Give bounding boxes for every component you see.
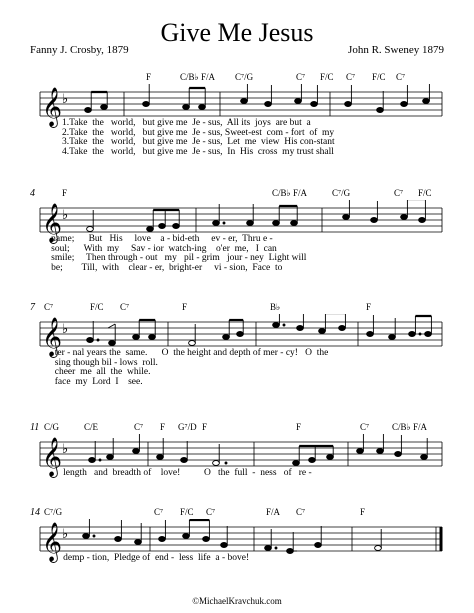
chord-symbol: C⁷ [360, 422, 370, 432]
measure-number: 4 [30, 188, 35, 199]
chord-symbol: C/B♭ F/A [392, 422, 428, 432]
chord-symbol: F [62, 188, 68, 198]
chord-symbol: C⁷ [44, 302, 54, 312]
treble-clef-icon: 𝄞 [42, 87, 63, 127]
music-system-4 [0, 420, 474, 500]
lyric-line: 1.Take the world, but give me Je - sus, All its joys are but a [62, 118, 311, 128]
chord-symbol: C/B♭ F/A [180, 72, 216, 82]
chord-symbol: F [366, 302, 372, 312]
treble-clef-icon: 𝄞 [42, 522, 63, 562]
chord-symbol: F [160, 422, 166, 432]
treble-clef-icon: 𝄞 [42, 203, 63, 243]
flat-key-icon: ♭ [62, 527, 69, 542]
chord-symbol: C⁷ [296, 72, 306, 82]
chord-symbol: C/B♭ F/A [272, 188, 308, 198]
chord-symbol: F/A [266, 507, 281, 517]
staff [0, 519, 474, 579]
flat-key-icon: ♭ [62, 208, 69, 223]
lyric-line: ter - nal years the same. O the height and depth of mer - cy! O the [50, 348, 329, 358]
chord-symbol: C⁷ [134, 422, 144, 432]
flat-key-icon: ♭ [62, 442, 69, 457]
chord-symbol: F [146, 72, 152, 82]
chord-symbol: F [296, 422, 302, 432]
flat-key-icon: ♭ [62, 322, 69, 337]
chord-symbol: C⁷ [296, 507, 306, 517]
chord-symbol: F [182, 302, 188, 312]
music-system-5 [0, 505, 474, 585]
flat-key-icon: ♭ [62, 92, 69, 107]
chord-symbol: B♭ [270, 302, 281, 312]
composer-credit: John R. Sweney 1879 [348, 44, 444, 56]
chord-symbol: C⁷ [346, 72, 356, 82]
lyric-line: cheer me all the while. [50, 367, 151, 377]
chord-symbol: F/C [180, 507, 194, 517]
measure-number: 11 [30, 422, 40, 433]
lyric-line: 4.Take the world, but give me Je - sus, In His cross my trust shall [62, 146, 334, 157]
treble-clef-icon: 𝄞 [42, 317, 63, 357]
lyric-line: sing though bil - lows roll. [50, 357, 158, 368]
chord-symbol: C⁷ [120, 302, 130, 312]
measure-number: 14 [30, 507, 40, 518]
chord-symbol: C/E [84, 422, 99, 432]
chord-symbol: F [202, 422, 208, 432]
treble-clef-icon: 𝄞 [42, 437, 63, 477]
chord-symbol: C⁷ [394, 188, 404, 198]
chord-symbol: C⁷ [396, 72, 406, 82]
chord-symbol: F [360, 507, 366, 517]
lyricist-credit: Fanny J. Crosby, 1879 [30, 44, 129, 56]
chord-symbol: C⁷/G [235, 72, 254, 82]
music-system-2 [0, 186, 474, 286]
chord-symbol: F/C [372, 72, 386, 82]
lyric-line: soul; With my Sav - ior watch-ing o'er me, I can [44, 243, 277, 254]
chord-symbol: F/C [418, 188, 432, 198]
chord-symbol: F/C [90, 302, 104, 312]
copyright-footer: ©MichaelKravchuk.com [192, 596, 282, 606]
chord-symbol: C⁷ [154, 507, 164, 517]
lyric-line: demp - tion, Pledge of end - less life a - bove! [56, 553, 250, 563]
lyric-line: length and breadth of love! O the full - ness of re - [56, 468, 312, 478]
music-system-3 [0, 300, 474, 400]
song-title: Give Me Jesus [160, 18, 314, 47]
measure-number: 7 [30, 302, 35, 313]
chord-symbol: F/C [320, 72, 334, 82]
chord-symbol: C⁷/G [332, 188, 351, 198]
lyric-line: 3.Take the world, but give me Je - sus, Let me view His con-stant [62, 137, 335, 147]
lyric-line: smile; Then through - out my pil - grim jour - ney Light will [44, 253, 307, 263]
lyric-line: 2.Take the world, but give me Je - sus, Sweet-est com - fort of my [62, 127, 335, 138]
music-system-1 [0, 70, 474, 170]
chord-symbol: G⁷/D [178, 422, 197, 432]
staff [0, 434, 474, 494]
lyric-line: be; Till, with clear - er, bright-er vi - sion, Face to [44, 262, 283, 273]
chord-symbol: C⁷ [206, 507, 216, 517]
chord-symbol: C/G [44, 422, 60, 432]
lyric-line: name; But His love a - bid-eth ev - er, Thru e - [44, 234, 273, 244]
lyric-line: face my Lord I see. [50, 376, 143, 387]
chord-symbol: C⁷/G [44, 507, 63, 517]
